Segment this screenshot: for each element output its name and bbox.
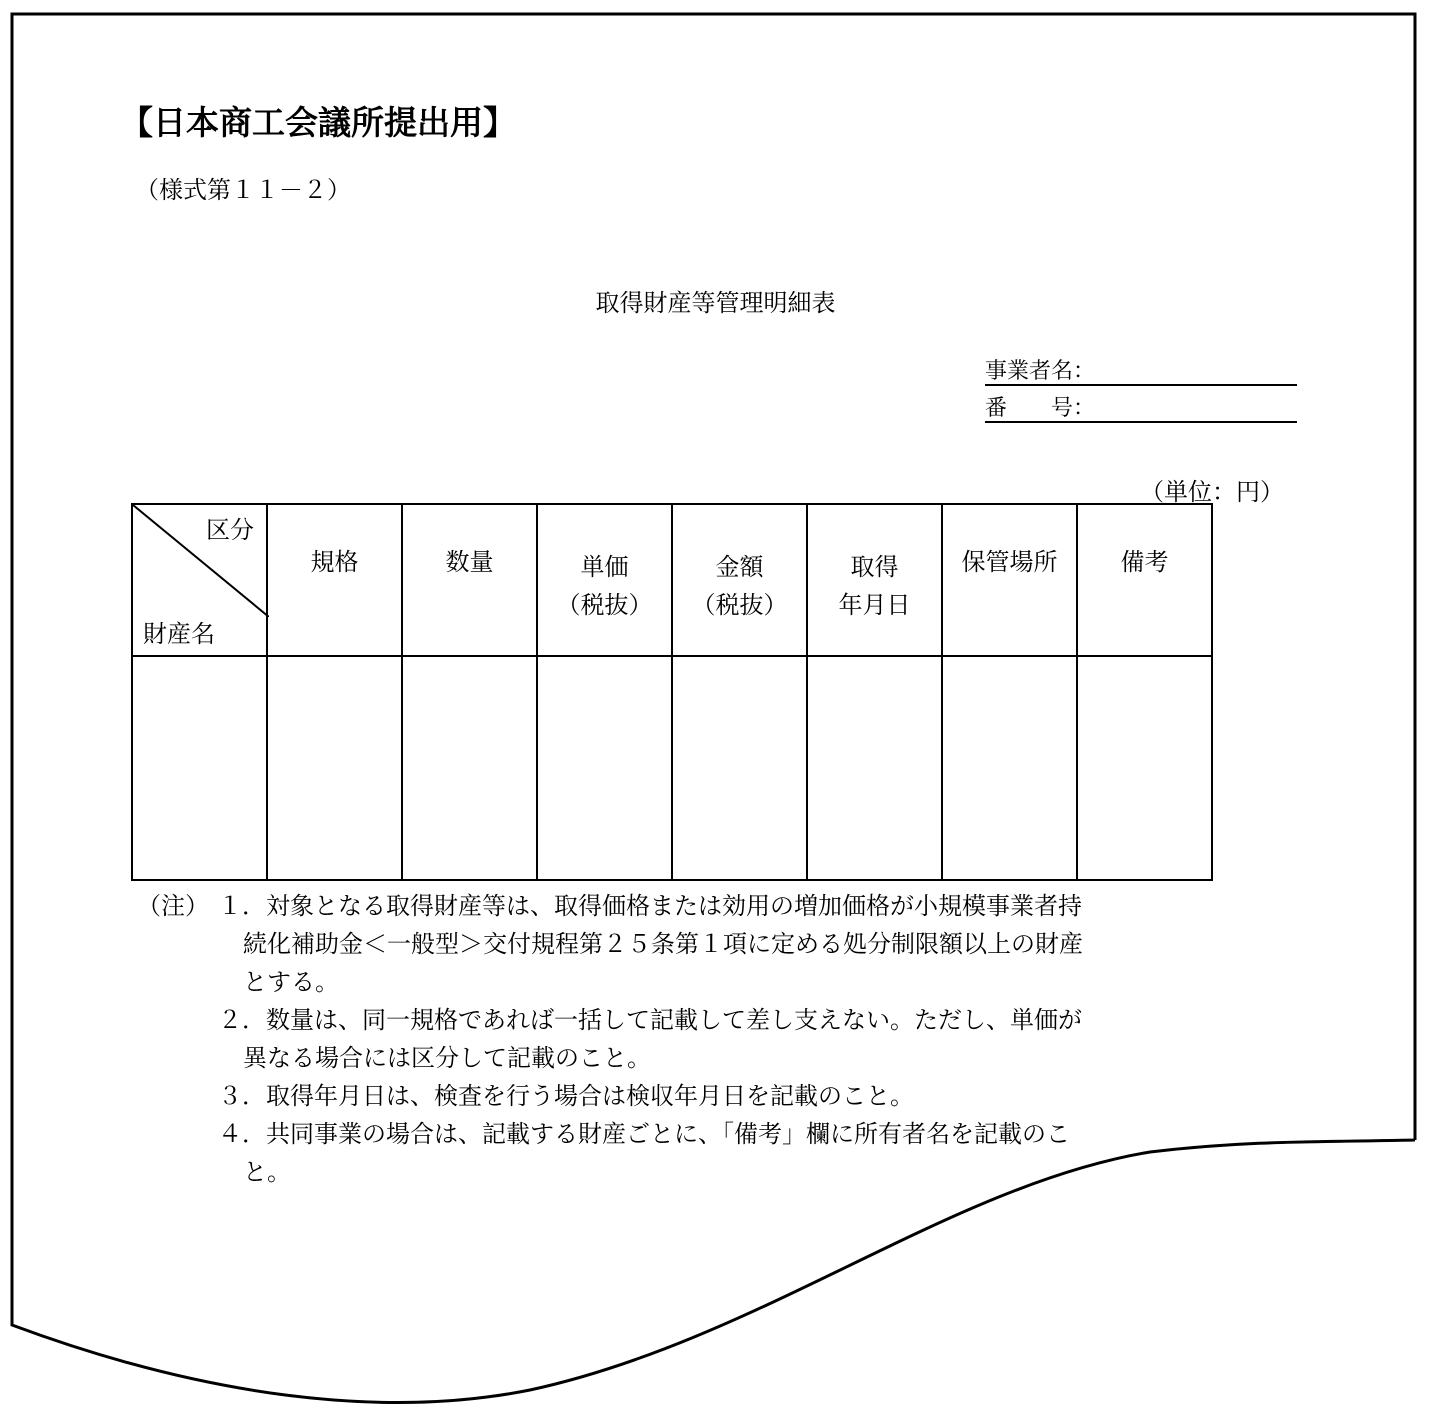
header-cell xyxy=(1077,504,1212,656)
document-title: 取得財産等管理明細表 xyxy=(595,289,836,317)
business-name-label: 事業者名： xyxy=(985,359,1096,384)
header-label: 規格 xyxy=(310,548,359,576)
quantity-cell[interactable] xyxy=(402,656,537,880)
header-cell xyxy=(402,504,537,656)
header-cell xyxy=(267,504,402,656)
note-line: ４．共同事業の場合は、記載する財産ごとに、「備考」欄に所有者名を記載のこ xyxy=(218,1120,1070,1148)
unit-label: （単位：円） xyxy=(1140,478,1284,506)
header-cell xyxy=(672,504,807,656)
note-line: ２．数量は、同一規格であれば一括して記載して差し支えない。ただし、単価が xyxy=(218,1006,1082,1034)
corner-bottom-label: 財産名 xyxy=(143,620,215,648)
number-label: 番 号： xyxy=(985,396,1096,421)
corner-header-cell xyxy=(132,504,267,656)
storage-location-cell[interactable] xyxy=(942,656,1077,880)
header-label: 数量 xyxy=(445,548,494,576)
note-line: 異なる場合には区分して記載のこと。 xyxy=(243,1044,651,1072)
header-label: 取得 xyxy=(850,553,899,581)
header-cell xyxy=(537,504,672,656)
header-label: 単価 xyxy=(580,553,629,581)
header-cell xyxy=(807,504,942,656)
amount-cell[interactable] xyxy=(672,656,807,880)
spec-cell[interactable] xyxy=(267,656,402,880)
notes-prefix: （注） xyxy=(137,892,209,920)
note-line: 続化補助金＜一般型＞交付規程第２５条第１項に定める処分制限額以上の財産 xyxy=(243,930,1083,958)
remarks-cell[interactable] xyxy=(1077,656,1212,880)
note-line: とする。 xyxy=(243,968,339,996)
header-sublabel: 年月日 xyxy=(838,591,911,619)
header-label: 保管場所 xyxy=(961,548,1058,576)
business-name-field xyxy=(985,354,1297,386)
property-name-cell[interactable] xyxy=(132,656,267,880)
header-cell xyxy=(942,504,1077,656)
note-line: と。 xyxy=(243,1158,291,1186)
unit-price-cell[interactable] xyxy=(537,656,672,880)
table-header-row xyxy=(132,504,1212,656)
page-heading: 【日本商工会議所提出用】 xyxy=(120,103,516,142)
corner-top-label: 区分 xyxy=(206,516,254,544)
note-line: ３．取得年月日は、検査を行う場合は検収年月日を記載のこと。 xyxy=(218,1082,914,1110)
table-row xyxy=(132,656,1212,880)
form-number: （様式第１１－２） xyxy=(135,176,351,204)
header-sublabel: （税抜） xyxy=(691,591,788,619)
number-field xyxy=(985,391,1297,423)
note-line: １．対象となる取得財産等は、取得価格または効用の増加価格が小規模事業者持 xyxy=(218,892,1082,920)
property-table xyxy=(131,503,1213,881)
header-sublabel: （税抜） xyxy=(556,591,653,619)
header-label: 金額 xyxy=(715,553,764,581)
header-label: 備考 xyxy=(1120,548,1169,576)
acquisition-date-cell[interactable] xyxy=(807,656,942,880)
